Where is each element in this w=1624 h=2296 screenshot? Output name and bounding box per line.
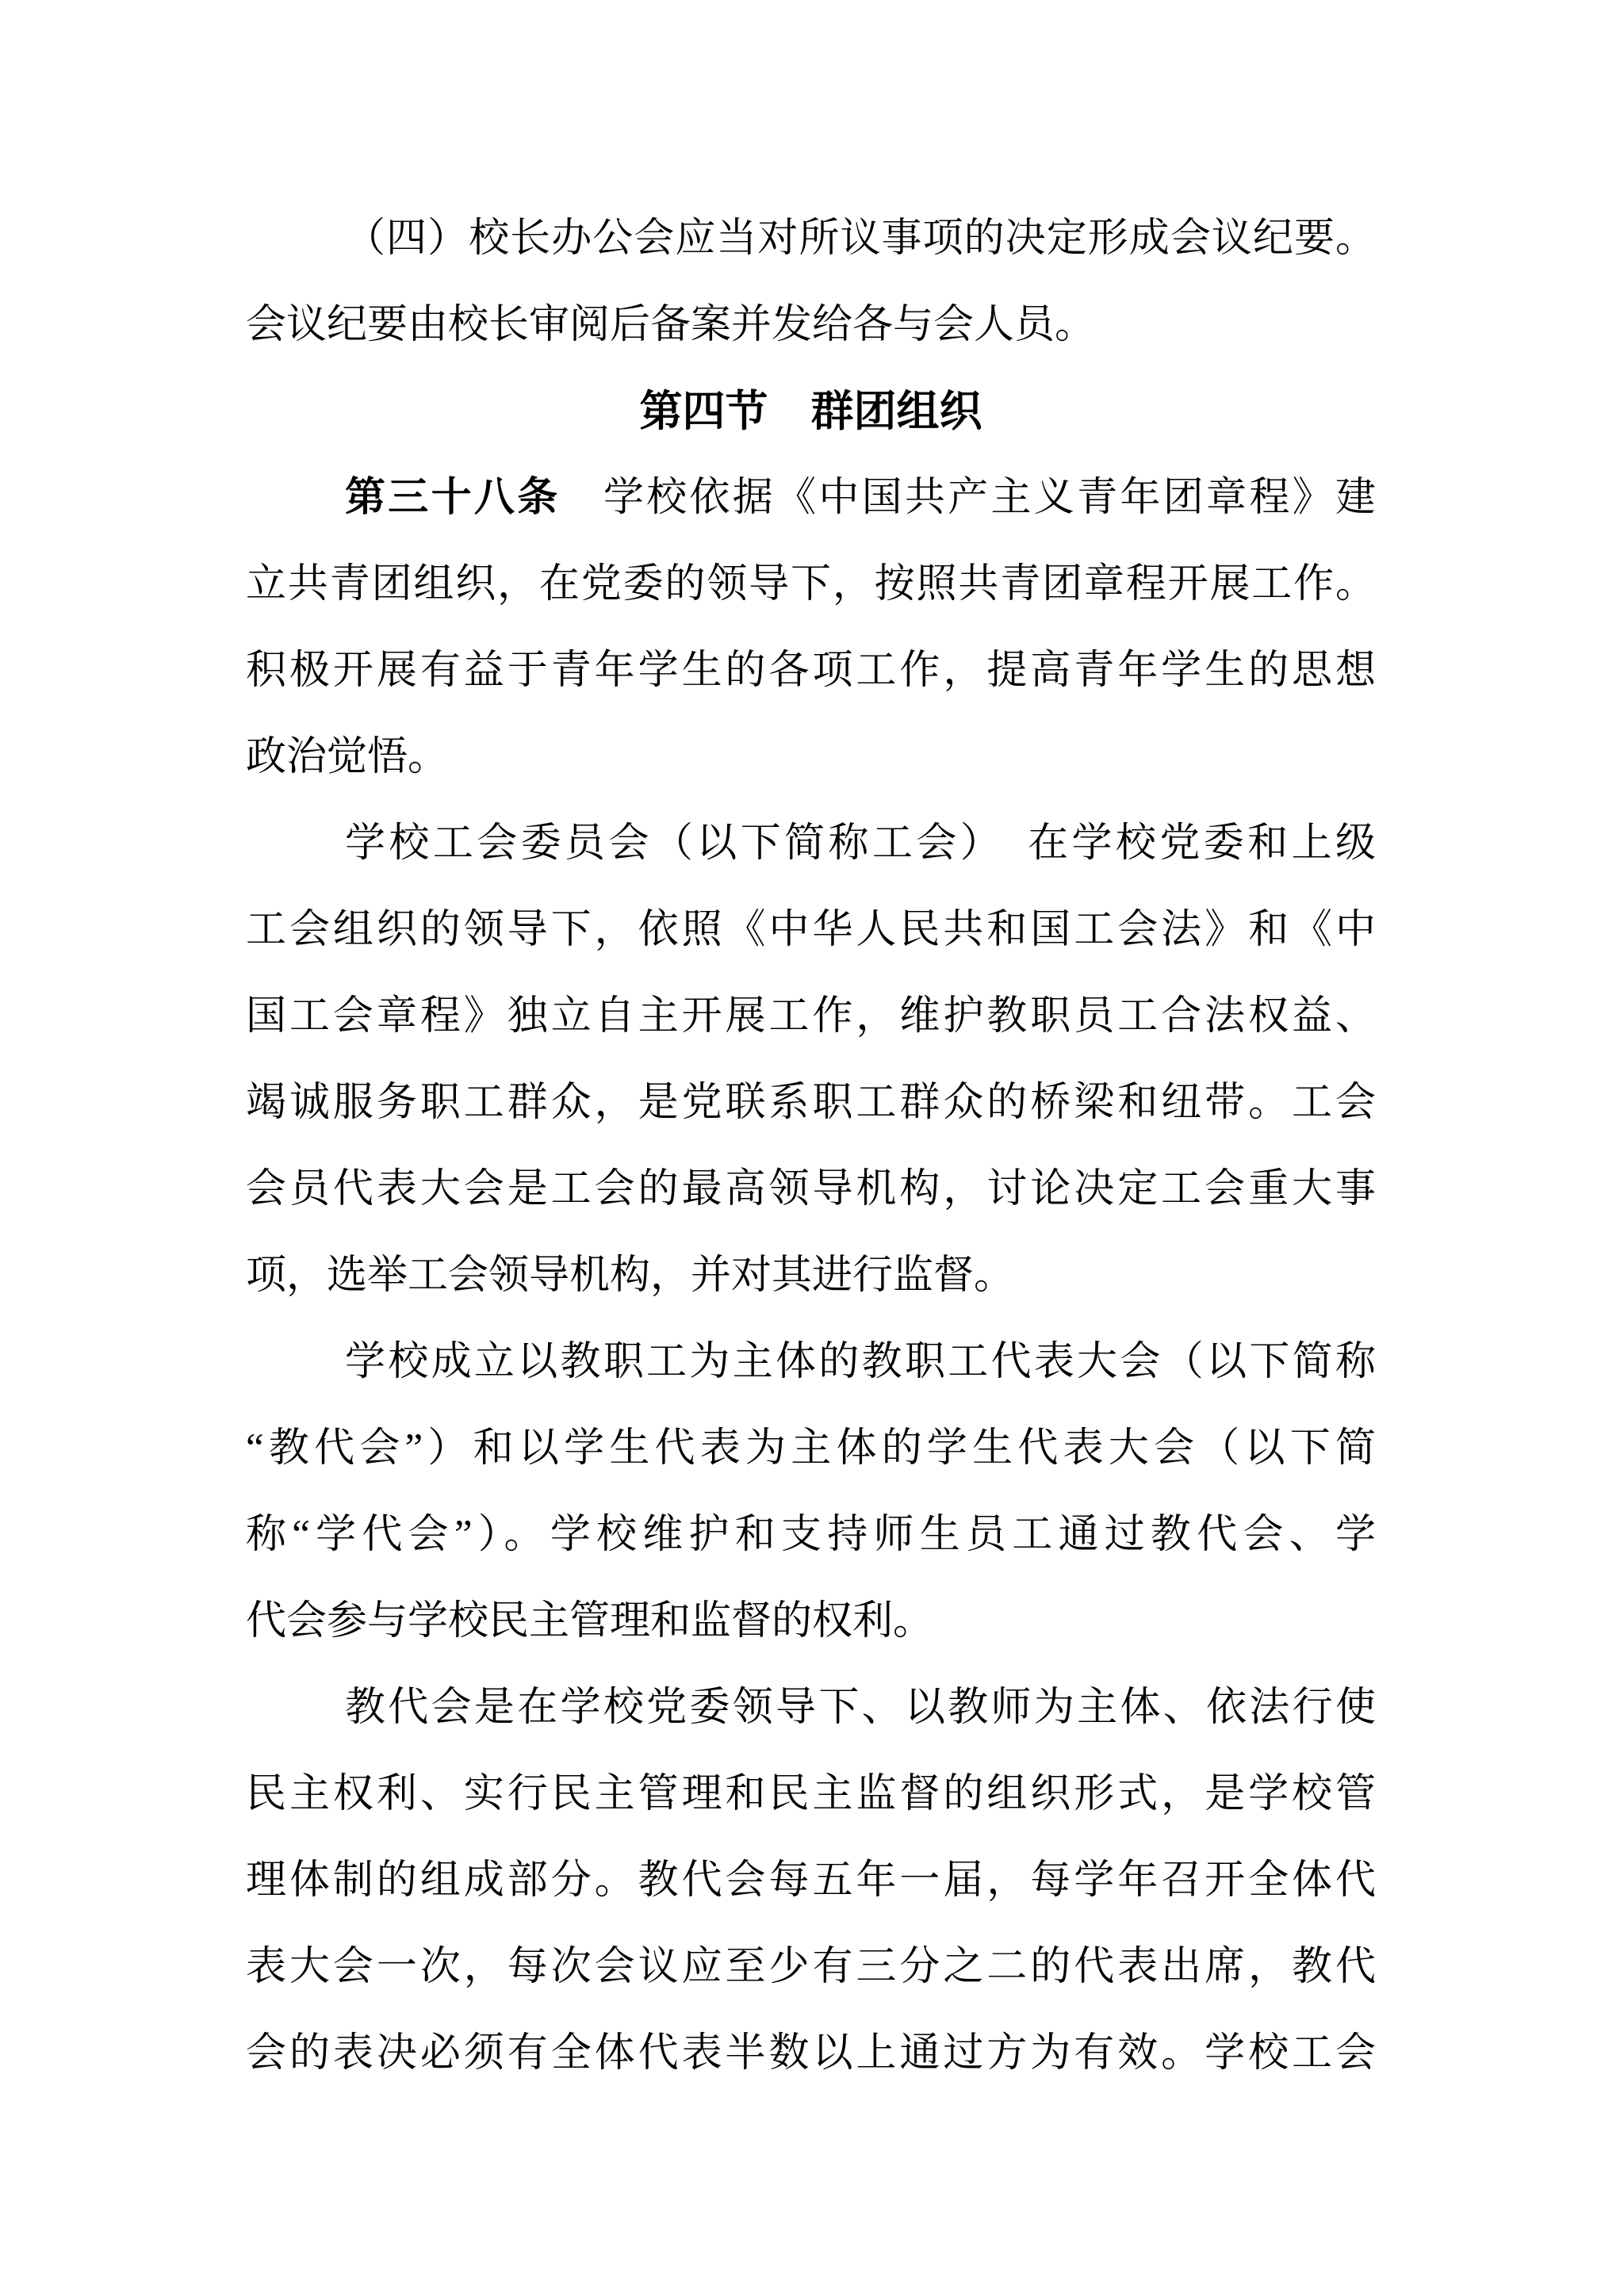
paragraph-line: 国工会章程》独立自主开展工作，维护教职员工合法权益、 xyxy=(246,994,1376,1039)
paragraph-line: 学校工会委员会（以下简称工会） 在学校党委和上级 xyxy=(345,821,1376,866)
article-text: 学校依据《中国共产主义青年团章程》建 xyxy=(560,476,1376,520)
paragraph-line: 工会组织的领导下，依照《中华人民共和国工会法》和《中 xyxy=(246,908,1376,952)
section-heading: 第四节 群团组织 xyxy=(639,388,982,435)
paragraph-line: 称“学代会”）。学校维护和支持师生员工通过教代会、学 xyxy=(246,1513,1376,1557)
paragraph-line: 代会参与学校民主管理和监督的权利。 xyxy=(246,1599,934,1644)
paragraph-line: 会议纪要由校长审阅后备案并发给各与会人员。 xyxy=(246,303,1096,347)
paragraph-line: 民主权利、实行民主管理和民主监督的组织形式，是学校管 xyxy=(246,1772,1376,1816)
paragraph-line: 项，选举工会领导机构，并对其进行监督。 xyxy=(246,1253,1015,1298)
paragraph-line: “教代会”）和以学生代表为主体的学生代表大会（以下简 xyxy=(246,1426,1376,1471)
paragraph-line: 会的表决必须有全体代表半数以上通过方为有效。学校工会 xyxy=(246,2031,1376,2076)
paragraph-line: 立共青团组织，在党委的领导下，按照共青团章程开展工作。 xyxy=(246,562,1376,607)
paragraph-line: 学校成立以教职工为主体的教职工代表大会（以下简称 xyxy=(345,1340,1376,1384)
paragraph-line: （四）校长办公会应当对所议事项的决定形成会议纪要。 xyxy=(345,216,1376,261)
paragraph-line xyxy=(246,455,1376,541)
paragraph-line: 政治觉悟。 xyxy=(246,735,449,779)
page-content xyxy=(246,196,1376,2097)
paragraph-line: 竭诚服务职工群众，是党联系职工群众的桥梁和纽带。工会 xyxy=(246,1081,1376,1125)
paragraph-line: 积极开展有益于青年学生的各项工作，提高青年学生的思想 xyxy=(246,649,1376,693)
article-number: 第三十八条 xyxy=(345,476,561,520)
paragraph-line: 教代会是在学校党委领导下、以教师为主体、依法行使 xyxy=(345,1686,1376,1730)
paragraph-line: 会员代表大会是工会的最高领导机构，讨论决定工会重大事 xyxy=(246,1167,1376,1211)
paragraph-line: 理体制的组成部分。教代会每五年一届，每学年召开全体代 xyxy=(246,1858,1376,1903)
paragraph-line: 表大会一次，每次会议应至少有三分之二的代表出席，教代 xyxy=(246,1945,1376,1989)
